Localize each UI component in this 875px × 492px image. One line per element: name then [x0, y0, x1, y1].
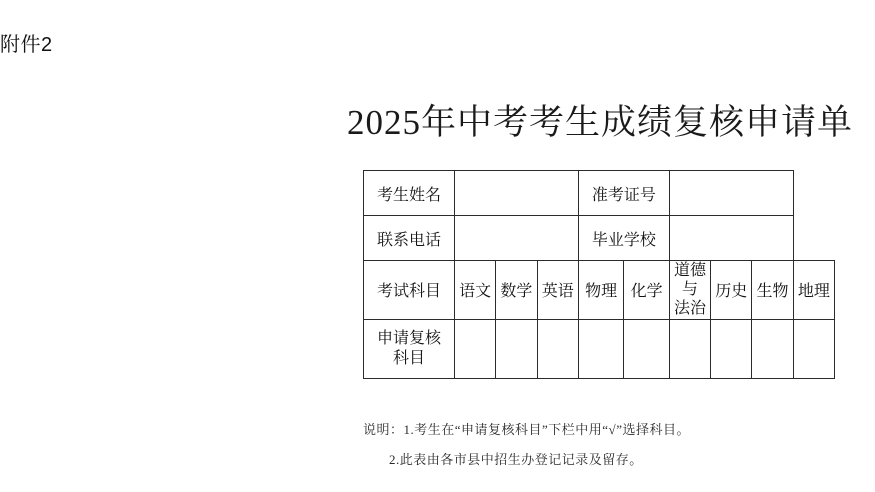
table-row-subjects [364, 261, 835, 320]
label-exam-subjects: 考试科目 [364, 261, 455, 320]
subject-biology: 生物 [752, 261, 793, 320]
checkbox-cell-chinese[interactable] [455, 319, 496, 378]
table-row-phone [364, 216, 835, 261]
label-graduation-school: 毕业学校 [578, 216, 669, 261]
application-form [363, 170, 835, 379]
attachment-label: 附件2 [0, 34, 53, 56]
checkbox-cell-biology[interactable] [752, 319, 793, 378]
note-line-2: 2.此表由各市县中招生办登记记录及留存。 [389, 451, 643, 467]
subject-geography: 地理 [793, 261, 834, 320]
subject-morality-law [669, 261, 710, 320]
label-apply-review-line1: 申请复核 [376, 330, 441, 348]
field-exam-number[interactable] [669, 171, 793, 216]
label-student-name: 考生姓名 [364, 171, 455, 216]
subject-chinese: 语文 [455, 261, 496, 320]
page-title: 2025年中考考生成绩复核申请单 [346, 103, 853, 142]
subject-morality-law-line1: 道德与 [673, 262, 706, 299]
subject-morality-law-line2: 法治 [673, 300, 706, 318]
checkbox-cell-morality-law[interactable] [669, 319, 710, 378]
checkbox-cell-chemistry[interactable] [624, 319, 670, 378]
checkbox-cell-math[interactable] [496, 319, 537, 378]
form-table [363, 170, 835, 379]
table-row-apply [364, 319, 835, 378]
subject-history: 历史 [711, 261, 752, 320]
checkbox-cell-english[interactable] [537, 319, 578, 378]
label-contact-phone: 联系电话 [364, 216, 455, 261]
field-contact-phone[interactable] [455, 216, 579, 261]
label-apply-review-subjects [364, 319, 455, 378]
subject-physics: 物理 [578, 261, 624, 320]
form-notes [363, 420, 863, 469]
field-graduation-school[interactable] [669, 216, 793, 261]
table-row-name [364, 171, 835, 216]
label-exam-number: 准考证号 [578, 171, 669, 216]
note-line-1: 说明：1.考生在“申请复核科目”下栏中用“√”选择科目。 [363, 422, 690, 437]
subject-english: 英语 [537, 261, 578, 320]
subject-chemistry: 化学 [624, 261, 670, 320]
checkbox-cell-geography[interactable] [793, 319, 834, 378]
subject-math: 数学 [496, 261, 537, 320]
checkbox-cell-history[interactable] [711, 319, 752, 378]
checkbox-cell-physics[interactable] [578, 319, 624, 378]
field-student-name[interactable] [455, 171, 579, 216]
label-apply-review-line2: 科目 [392, 349, 425, 367]
